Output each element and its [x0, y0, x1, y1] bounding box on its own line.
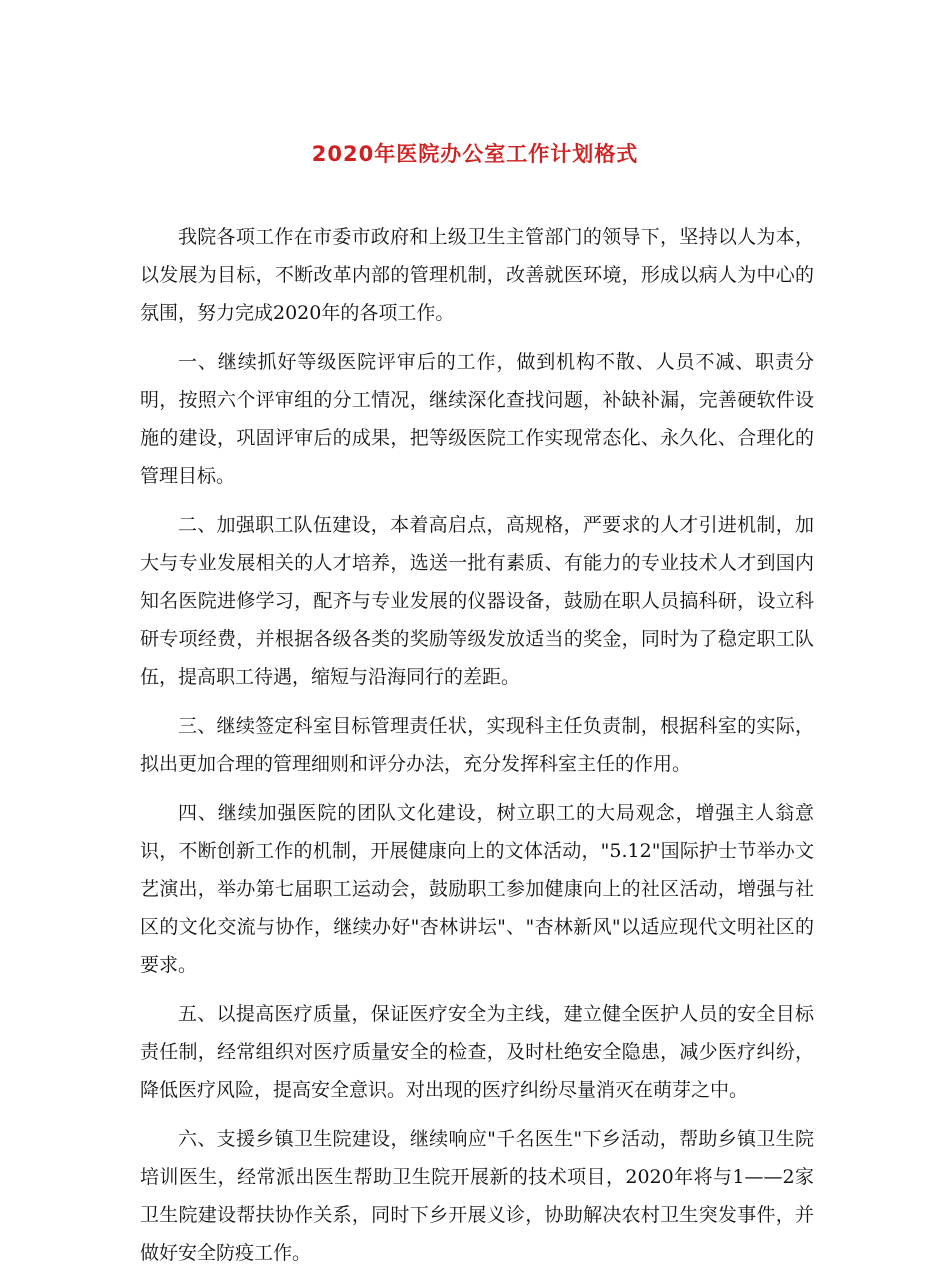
paragraph-item-4: 四、继续加强医院的团队文化建设，树立职工的大局观念，增强主人翁意识，不断创新工作的机制，开展健康向上的文体活动，"5.12"国际护士节举办文艺演出，举办第七届职工运动会，鼓励职工参加健康向上的社区活动，增强与社区的文化交流与协作，继续办好"杏林讲坛"、"杏林新风"以适应现代文明社区的要求。	[140, 802, 814, 976]
paragraph-item-1: 一、继续抓好等级医院评审后的工作，做到机构不散、人员不减、职责分明，按照六个评审组的分工情况，继续深化查找问题，补缺补漏，完善硬软件设施的建设，巩固评审后的成果，把等级医院工作实现常态化、永久化、合理化的管理目标。	[140, 351, 814, 487]
paragraph-item-3: 三、继续签定科室目标管理责任状，实现科主任负责制，根据科室的实际，拟出更加合理的管理细则和评分办法，充分发挥科室主任的作用。	[140, 715, 814, 775]
paragraph-item-2: 二、加强职工队伍建设，本着高启点，高规格，严要求的人才引进机制，加大与专业发展相关的人才培养，选送一批有素质、有能力的专业技术人才到国内知名医院进修学习，配齐与专业发展的仪器设备，鼓励在职人员搞科研，设立科研专项经费，并根据各级各类的奖励等级发放适当的奖金，同时为了稳定职工队伍，提高职工待遇，缩短与沿海同行的差距。	[140, 514, 814, 688]
document-title: 2020年医院办公室工作计划格式	[311, 142, 639, 166]
document-body	[140, 218, 814, 1283]
paragraph-item-6: 六、支援乡镇卫生院建设，继续响应"千名医生"下乡活动，帮助乡镇卫生院培训医生，经常派出医生帮助卫生院开展新的技术项目，2020年将与1——2家卫生院建设帮扶协作关系，同时下乡开展义诊，协助解决农村卫生突发事件，并做好安全防疫工作。	[140, 1128, 814, 1264]
paragraph-item-5: 五、以提高医疗质量，保证医疗安全为主线，建立健全医护人员的安全目标责任制，经常组织对医疗质量安全的检查，及时杜绝安全隐患，减少医疗纠纷，降低医疗风险，提高安全意识。对出现的医疗纠纷尽量消灭在萌芽之中。	[140, 1003, 814, 1101]
paragraph-intro: 我院各项工作在市委市政府和上级卫生主管部门的领导下，坚持以人为本，以发展为目标，不断改革内部的管理机制，改善就医环境，形成以病人为中心的氛围，努力完成2020年的各项工作。	[140, 226, 814, 324]
